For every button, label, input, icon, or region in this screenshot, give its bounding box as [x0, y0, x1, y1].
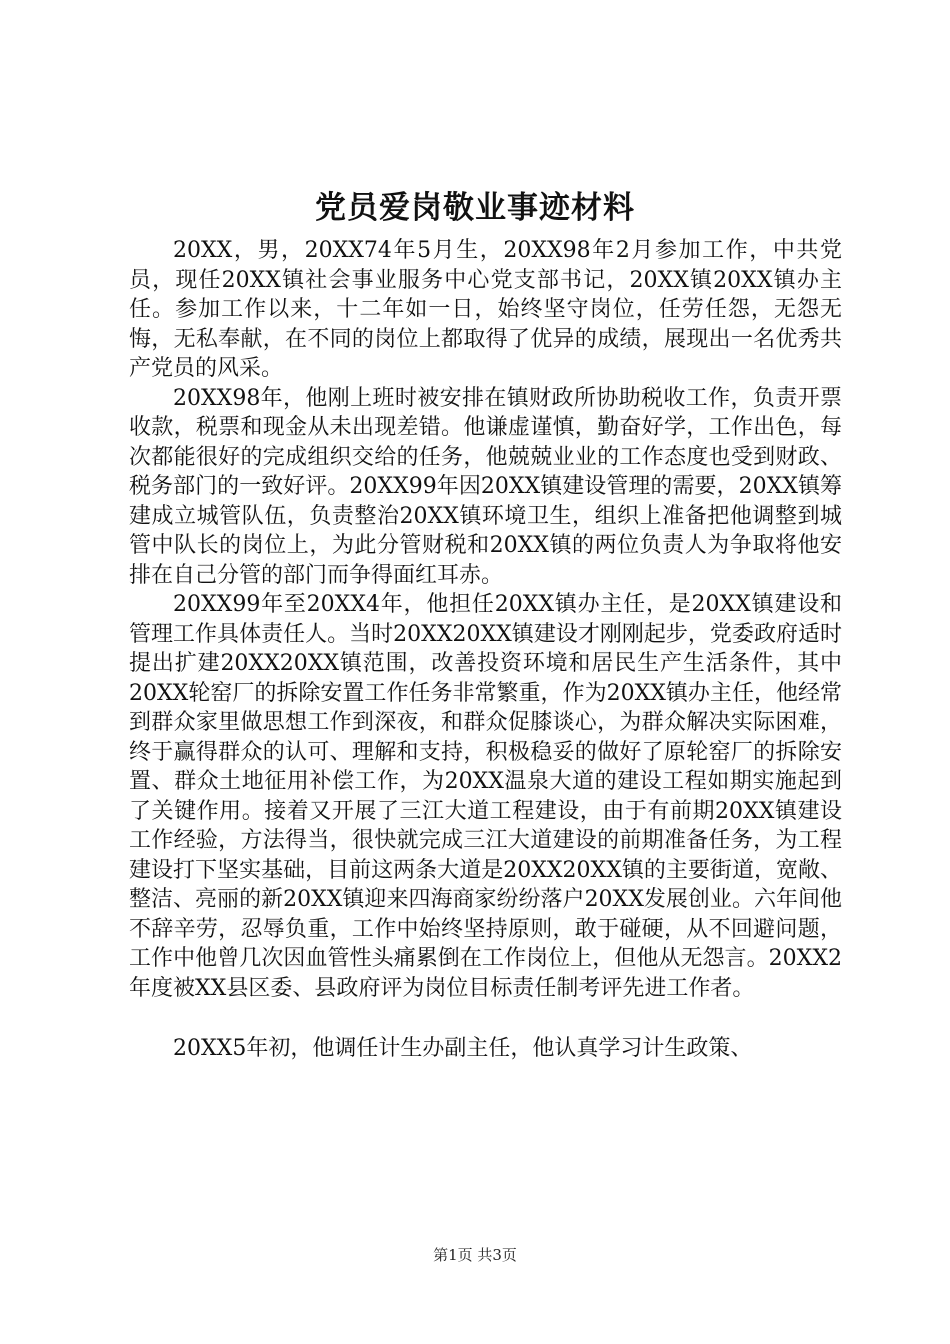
paragraph-3: 20XX99年至20XX4年，他担任20XX镇办主任，是20XX镇建设和管理工作具体责任人。当时20XX20XX镇建设才刚刚起步，党委政府适时提出扩建20XX20XX镇范围，改善投资环境和居民生产生活条件，其中20XX轮窑厂的拆除安置工作任务非常繁重，作为20XX镇办主任，他经常到群众家里做思想工作到深夜，和群众促膝谈心，为群众解决实际困难，终于赢得群众的认可、理解和支持，积极稳妥的做好了原轮窑厂的拆除安置、群众土地征用补偿工作，为20XX温泉大道的建设工程如期实施起到了关键作用。接着又开展了三江大道工程建设，由于有前期20XX镇建设工作经验，方法得当，很快就完成三江大道建设的前期准备任务，为工程建设打下坚实基础，目前这两条大道是20XX20XX镇的主要街道，宽敞、整洁、亮丽的新20XX镇迎来四海商家纷纷落户20XX发展创业。六年间他不辞辛劳，忍辱负重，工作中始终坚持原则，敢于碰硬，从不回避问题，工作中他曾几次因血管性头痛累倒在工作岗位上，但他从无怨言。20XX2年度被XX县区委、县政府评为岗位目标责任制考评先进工作者。 [129, 592, 842, 1001]
document-title: 党员爱岗敬业事迹材料 [315, 190, 635, 226]
paragraph-1: 20XX，男，20XX74年5月生，20XX98年2月参加工作，中共党员，现任20XX镇社会事业服务中心党支部书记，20XX镇20XX镇办主任。参加工作以来，十二年如一日，始终坚守岗位，任劳任怨，无怨无悔，无私奉献，在不同的岗位上都取得了优异的成绩，展现出一名优秀共产党员的风采。 [129, 238, 842, 381]
paragraph-2: 20XX98年，他刚上班时被安排在镇财政所协助税收工作，负责开票收款，税票和现金从未出现差错。他谦虚谨慎，勤奋好学，工作出色，每次都能很好的完成组织交给的任务，他兢兢业业的工作态度也受到财政、税务部门的一致好评。20XX99年因20XX镇建设管理的需要，20XX镇筹建成立城管队伍，负责整治20XX镇环境卫生，组织上准备把他调整到城管中队长的岗位上，为此分管财税和20XX镇的两位负责人为争取将他安排在自己分管的部门而争得面红耳赤。 [129, 385, 842, 588]
document-body [129, 236, 842, 1064]
paragraph-4: 20XX5年初，他调任计生办副主任，他认真学习计生政策、 [173, 1036, 753, 1061]
page-number: 第1页 共3页 [433, 1246, 517, 1264]
